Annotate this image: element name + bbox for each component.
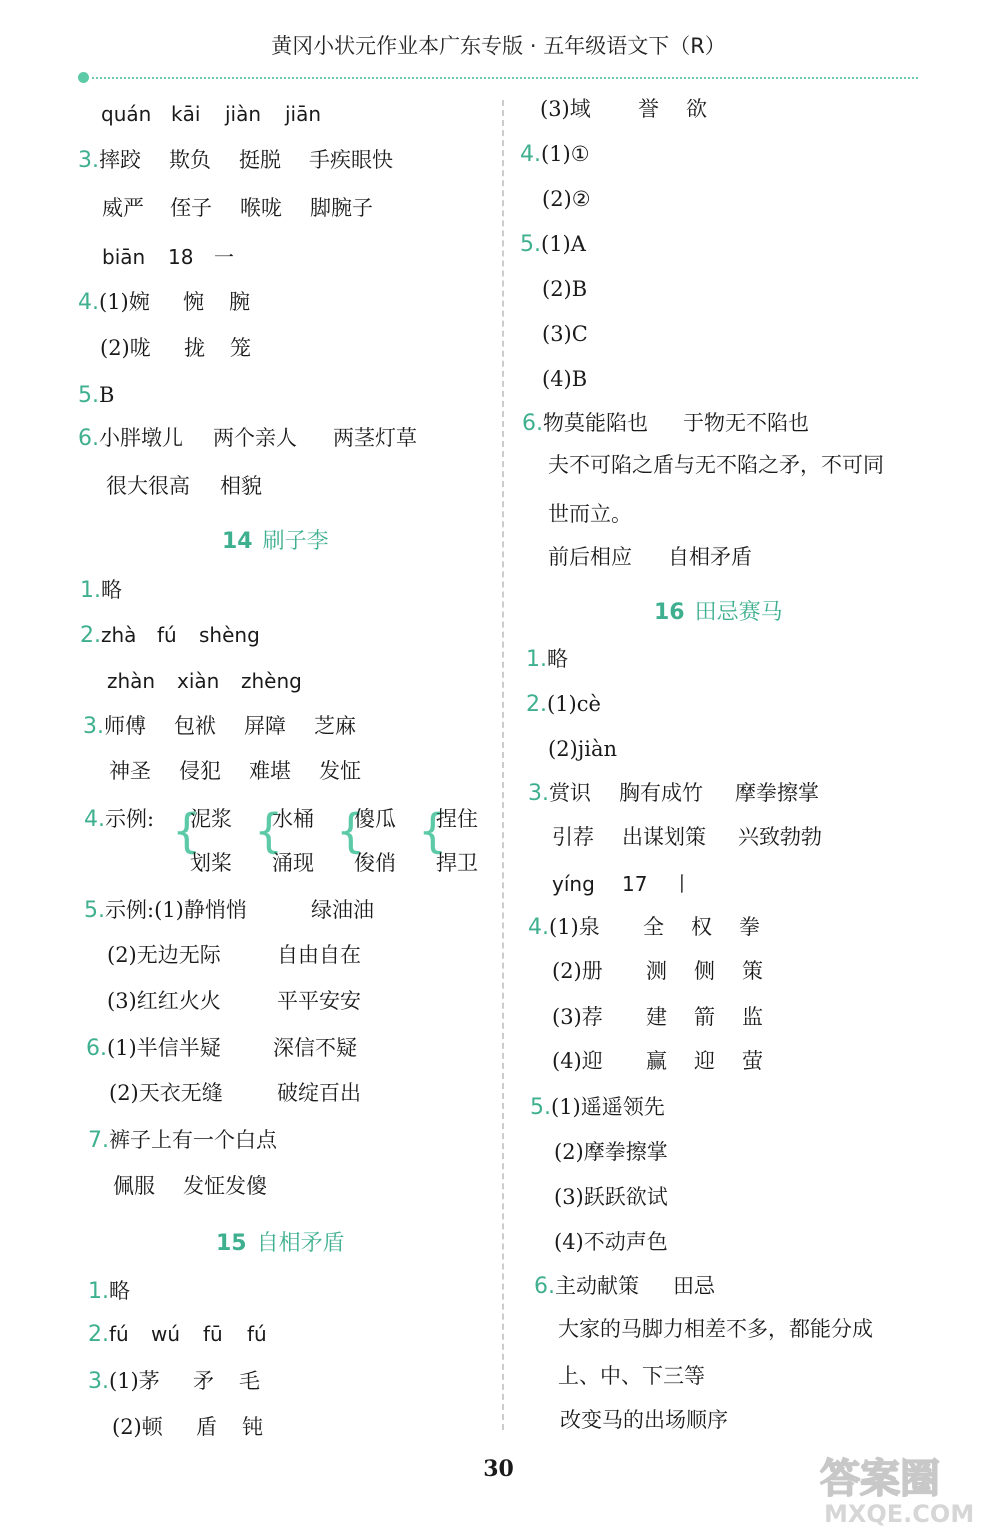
answer-word: 侵犯 xyxy=(179,759,221,783)
answer-word: (3)域 xyxy=(540,97,591,121)
answer-line xyxy=(552,1048,763,1074)
answer-word: 笼 xyxy=(230,336,251,360)
brace-icon: { xyxy=(418,804,448,858)
answer-word: 示例:(1)静悄悄 xyxy=(105,898,247,922)
pinyin: jiàn xyxy=(225,102,262,126)
answer-word: 平平安安 xyxy=(277,989,361,1013)
answer-line xyxy=(107,942,361,968)
answer-word: 迎 xyxy=(694,1049,715,1073)
question-5 xyxy=(84,897,374,924)
answer-word: (2)咙 xyxy=(100,336,151,360)
answer-word: 神圣 xyxy=(109,759,151,783)
question-number: 5. xyxy=(520,232,541,257)
pinyin: wú xyxy=(151,1322,181,1346)
header-divider xyxy=(92,77,918,79)
answer-line xyxy=(102,195,373,221)
answer-word: (3)荐 xyxy=(552,1005,603,1029)
pinyin: biān xyxy=(102,245,146,269)
answer-word: 威严 xyxy=(102,196,144,220)
question-2 xyxy=(80,622,260,649)
answer-word: 惋 xyxy=(183,290,204,314)
answer-word: (2)顿 xyxy=(112,1415,163,1439)
answer-word: 17 xyxy=(622,872,648,896)
answer-word: 策 xyxy=(742,959,763,983)
question-3 xyxy=(528,780,819,807)
answer-word: 拳 xyxy=(739,915,760,939)
answer-word: (2)B xyxy=(542,277,588,301)
answer-line xyxy=(101,101,321,127)
question-number: 3. xyxy=(528,781,549,806)
answer-line xyxy=(109,758,361,784)
question-number: 5. xyxy=(78,383,99,408)
watermark-brand: 答案圈 xyxy=(820,1456,940,1502)
question-5 xyxy=(78,382,114,409)
column-divider xyxy=(502,100,504,1430)
pinyin: jiān xyxy=(285,102,322,126)
section-name: 田忌赛马 xyxy=(694,600,783,625)
question-6 xyxy=(86,1035,357,1062)
section-name: 刷子李 xyxy=(262,529,329,554)
question-number: 1. xyxy=(80,578,101,603)
answer-word: 世而立。 xyxy=(548,502,632,526)
pinyin: kāi xyxy=(171,102,201,126)
question-1 xyxy=(80,577,122,604)
question-2 xyxy=(526,691,601,718)
question-number: 4. xyxy=(520,142,541,167)
answer-word: (2)② xyxy=(542,187,591,211)
answer-word: 包袱 xyxy=(174,714,216,738)
question-6 xyxy=(78,425,417,452)
question-6 xyxy=(534,1273,715,1300)
answer-word: 出谋划策 xyxy=(622,825,706,849)
answer-word: 两个亲人 xyxy=(213,426,297,450)
answer-word: 一 xyxy=(214,245,234,269)
answer-word: (2)摩拳擦掌 xyxy=(554,1140,668,1164)
answer-word: 很大很高 xyxy=(106,474,190,498)
question-number: 1. xyxy=(526,647,547,672)
answer-word: 大家的马脚力相差不多，都能分成 xyxy=(558,1317,873,1341)
answer-word: 涌现 xyxy=(272,851,314,875)
answer-word: B xyxy=(99,383,115,407)
answer-word: 俊俏 xyxy=(354,851,396,875)
section-number: 14 xyxy=(222,529,253,554)
answer-word: 芝麻 xyxy=(314,714,356,738)
question-number: 2. xyxy=(80,623,101,648)
pinyin: shèng xyxy=(199,623,260,647)
answer-word: 佩服 xyxy=(113,1174,155,1198)
pinyin: zhàn xyxy=(107,669,156,693)
pinyin: zhèng xyxy=(241,669,302,693)
answer-word: 屏障 xyxy=(244,714,286,738)
question-number: 4. xyxy=(528,915,549,940)
answer-line xyxy=(112,1414,263,1440)
answer-word: 田忌 xyxy=(673,1274,715,1298)
brace-icon: { xyxy=(172,804,202,858)
answer-word: 相貌 xyxy=(220,474,262,498)
question-2 xyxy=(88,1321,267,1348)
answer-word: 深信不疑 xyxy=(273,1036,357,1060)
pinyin: fú xyxy=(157,623,177,647)
answer-word: (2)册 xyxy=(552,959,603,983)
answer-line xyxy=(552,871,692,897)
section-title-15 xyxy=(216,1230,345,1258)
answer-word: (3)C xyxy=(542,322,588,346)
question-number: 1. xyxy=(88,1279,109,1304)
answer-line xyxy=(107,988,361,1014)
answer-word: 萤 xyxy=(742,1049,763,1073)
section-title-16 xyxy=(654,599,783,627)
answer-word: (1)A xyxy=(541,232,586,256)
answer-word: 摩拳擦掌 xyxy=(735,781,819,805)
question-number: 4. xyxy=(78,290,99,315)
question-6 xyxy=(522,410,809,437)
pinyin: fú xyxy=(247,1322,267,1346)
question-5 xyxy=(530,1094,665,1121)
answer-word: 侄子 xyxy=(170,196,212,220)
answer-word: 欺负 xyxy=(169,148,211,172)
question-3 xyxy=(83,713,356,740)
answer-word: 喉咙 xyxy=(240,196,282,220)
answer-label: 示例: xyxy=(105,807,155,831)
answer-word: 捏住 xyxy=(436,807,478,831)
question-4 xyxy=(84,806,154,833)
answer-word: 兴致勃勃 xyxy=(738,825,822,849)
answer-word: (4)B xyxy=(542,367,588,391)
answer-word: 师傅 xyxy=(104,714,146,738)
answer-word: (3)跃跃欲试 xyxy=(554,1185,668,1209)
answer-word: (1)茅 xyxy=(109,1369,160,1393)
answer-line xyxy=(113,1173,267,1199)
pinyin: xiàn xyxy=(177,669,220,693)
question-number: 7. xyxy=(88,1128,109,1153)
answer-word: 划桨 xyxy=(190,851,232,875)
answer-word: 小胖墩儿 xyxy=(99,426,183,450)
header-dot-icon xyxy=(78,72,89,83)
question-number: 6. xyxy=(86,1036,107,1061)
answer-word: 胸有成竹 xyxy=(619,781,703,805)
question-number: 2. xyxy=(526,692,547,717)
answer-word: 物莫能陷也 xyxy=(543,411,648,435)
answer-word: (1)① xyxy=(541,142,590,166)
answer-word: 两茎灯草 xyxy=(333,426,417,450)
question-number: 6. xyxy=(78,426,99,451)
answer-line xyxy=(106,473,262,499)
page-header: 黄冈小状元作业本广东专版 · 五年级语文下（R） xyxy=(271,34,726,58)
answer-word: (2)jiàn xyxy=(548,737,618,761)
page-number: 30 xyxy=(483,1456,514,1482)
answer-line xyxy=(552,824,822,850)
answer-word: 侧 xyxy=(694,959,715,983)
answer-word: (1)遥遥领先 xyxy=(551,1095,665,1119)
answer-word: 欲 xyxy=(686,97,707,121)
answer-word: 水桶 xyxy=(272,807,314,831)
answer-word: 傻瓜 xyxy=(354,807,396,831)
pinyin: yíng xyxy=(552,872,595,896)
answer-line xyxy=(107,668,302,694)
answer-word: 腕 xyxy=(229,290,250,314)
answer-word: 钝 xyxy=(242,1415,263,1439)
answer-word: 誉 xyxy=(638,97,659,121)
question-number: 3. xyxy=(83,714,104,739)
question-4 xyxy=(78,289,250,316)
answer-word: (2)天衣无缝 xyxy=(109,1081,223,1105)
answer-line xyxy=(552,1004,763,1030)
answer-word: 略 xyxy=(547,647,568,671)
answer-word: 主动献策 xyxy=(555,1274,639,1298)
answer-word: (3)红红火火 xyxy=(107,989,221,1013)
answer-line xyxy=(552,958,763,984)
answer-word: 全 xyxy=(643,915,664,939)
pinyin: quán xyxy=(101,102,152,126)
question-number: 5. xyxy=(84,898,105,923)
answer-word: 权 xyxy=(691,915,712,939)
question-number: 2. xyxy=(88,1322,109,1347)
question-number: 4. xyxy=(84,807,105,832)
answer-word: 泥浆 xyxy=(190,807,232,831)
answer-word: (1)婉 xyxy=(99,290,150,314)
question-3 xyxy=(78,147,393,174)
watermark-logo-icon xyxy=(818,1448,990,1528)
answer-word: 拢 xyxy=(184,336,205,360)
answer-word: 自由自在 xyxy=(277,943,361,967)
answer-word: (1)cè xyxy=(547,692,601,716)
answer-word: (1)泉 xyxy=(549,915,600,939)
answer-word: 发怔发傻 xyxy=(183,1174,267,1198)
answer-word: 引荐 xyxy=(552,825,594,849)
answer-word: 赏识 xyxy=(549,781,591,805)
pinyin: zhà xyxy=(101,623,137,647)
question-number: 6. xyxy=(522,411,543,436)
question-number: 5. xyxy=(530,1095,551,1120)
answer-line xyxy=(102,244,234,270)
answer-word: (1)半信半疑 xyxy=(107,1036,221,1060)
answer-word: 上、中、下三等 xyxy=(558,1364,705,1388)
question-1 xyxy=(88,1278,130,1305)
question-5 xyxy=(520,231,586,258)
answer-word: 挺脱 xyxy=(239,148,281,172)
answer-word: 监 xyxy=(742,1005,763,1029)
answer-word: 测 xyxy=(646,959,667,983)
question-4 xyxy=(520,141,590,168)
question-3 xyxy=(88,1368,260,1395)
pinyin: fū xyxy=(203,1322,223,1346)
answer-word: 毛 xyxy=(239,1369,260,1393)
answer-word: (4)迎 xyxy=(552,1049,603,1073)
answer-word: 于物无不陷也 xyxy=(683,411,809,435)
answer-word: (4)不动声色 xyxy=(554,1230,668,1254)
section-title-14 xyxy=(222,528,329,556)
answer-line xyxy=(540,96,707,122)
answer-word: 箭 xyxy=(694,1005,715,1029)
question-number: 3. xyxy=(78,148,99,173)
answer-word: 赢 xyxy=(646,1049,667,1073)
section-name: 自相矛盾 xyxy=(256,1231,345,1256)
question-1 xyxy=(526,646,568,673)
answer-line xyxy=(100,335,251,361)
pinyin: fú xyxy=(109,1322,129,1346)
answer-word: 盾 xyxy=(196,1415,217,1439)
question-4 xyxy=(528,914,760,941)
answer-word: 略 xyxy=(101,578,122,602)
answer-word: 难堪 xyxy=(249,759,291,783)
answer-line xyxy=(109,1080,361,1106)
brace-icon: { xyxy=(254,804,284,858)
answer-word: 发怔 xyxy=(319,759,361,783)
answer-line xyxy=(548,544,752,570)
answer-word: 绿油油 xyxy=(311,898,374,922)
answer-word: 丨 xyxy=(672,872,692,896)
answer-word: 略 xyxy=(109,1279,130,1303)
answer-word: 摔跤 xyxy=(99,148,141,172)
watermark-url: MXQE.COM xyxy=(824,1500,975,1528)
answer-word: 建 xyxy=(646,1005,667,1029)
answer-word: 改变马的出场顺序 xyxy=(560,1408,728,1432)
answer-word: 破绽百出 xyxy=(277,1081,361,1105)
answer-word: 18 xyxy=(168,245,194,269)
question-number: 6. xyxy=(534,1274,555,1299)
answer-word: 捍卫 xyxy=(436,851,478,875)
answer-word: 前后相应 xyxy=(548,545,632,569)
section-number: 15 xyxy=(216,1231,247,1256)
answer-word: 裤子上有一个白点 xyxy=(109,1128,277,1152)
question-number: 3. xyxy=(88,1369,109,1394)
answer-word: 自相矛盾 xyxy=(668,545,752,569)
answer-word: (2)无边无际 xyxy=(107,943,221,967)
brace-icon: { xyxy=(336,804,366,858)
answer-word: 脚腕子 xyxy=(310,196,373,220)
answer-word: 矛 xyxy=(193,1369,214,1393)
answer-word: 夫不可陷之盾与无不陷之矛，不可同 xyxy=(548,453,884,477)
question-7 xyxy=(88,1127,277,1154)
section-number: 16 xyxy=(654,600,685,625)
answer-word: 手疾眼快 xyxy=(309,148,393,172)
